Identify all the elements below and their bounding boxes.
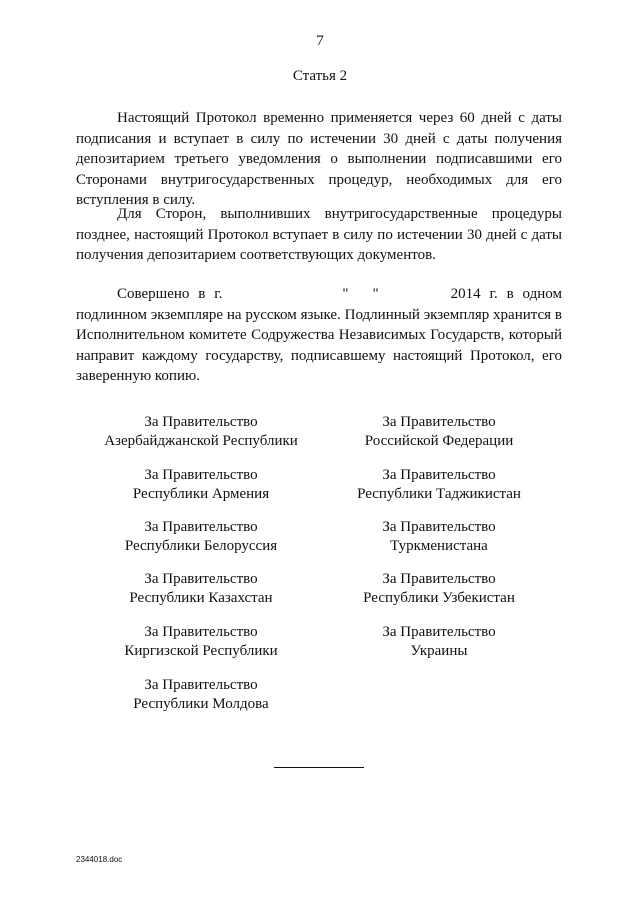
signature-country: Республики Таджикистан: [357, 486, 521, 502]
signature-country: Туркменистана: [390, 538, 488, 554]
closing-rule: [274, 767, 364, 768]
signature-block-ukraine: [319, 623, 559, 661]
footer-filename: 2344018.doc: [76, 855, 123, 864]
signature-prefix: За Правительство: [144, 519, 258, 535]
signature-prefix: За Правительство: [382, 467, 496, 483]
signature-prefix: За Правительство: [144, 414, 258, 430]
signature-country: Республики Узбекистан: [363, 590, 515, 606]
signature-prefix: За Правительство: [144, 624, 258, 640]
signature-block-kazakhstan: [81, 570, 321, 608]
signature-prefix: За Правительство: [382, 571, 496, 587]
paragraph-3-rest: 2014 г. в одном подлинном экземпляре на русском языке. Подлинный экземпляр хранится в Исполнительном комитете Содружества Независимых Государств, который направит каждому государству, подписавшему настоящий Протокол, его заверенную копию.: [76, 286, 562, 384]
signature-country: Киргизской Республики: [124, 643, 278, 659]
signature-block-tajikistan: [319, 466, 559, 504]
signature-block-belarus: [81, 518, 321, 556]
signature-country: Республики Молдова: [133, 696, 269, 712]
signature-country: Украины: [410, 643, 468, 659]
quote-open: ": [342, 286, 349, 302]
signature-block-azerbaijan: [81, 413, 321, 451]
paragraph-3-start: Совершено в г.: [117, 286, 223, 302]
signature-prefix: За Правительство: [144, 467, 258, 483]
signature-prefix: За Правительство: [382, 414, 496, 430]
signature-block-turkmenistan: [319, 518, 559, 556]
signature-country: Республики Казахстан: [129, 590, 273, 606]
page-number: 7: [316, 33, 324, 49]
signature-country: Азербайджанской Республики: [104, 433, 298, 449]
signature-prefix: За Правительство: [144, 677, 258, 693]
signature-block-kyrgyzstan: [81, 623, 321, 661]
article-title: Статья 2: [292, 68, 348, 84]
paragraph-3: [76, 284, 562, 387]
signature-prefix: За Правительство: [144, 571, 258, 587]
signature-country: Республики Армения: [132, 486, 270, 502]
signature-block-uzbekistan: [319, 570, 559, 608]
quote-close: ": [372, 286, 379, 302]
signature-prefix: За Правительство: [382, 624, 496, 640]
signature-block-moldova: [81, 676, 321, 714]
signature-prefix: За Правительство: [382, 519, 496, 535]
signature-country: Российской Федерации: [364, 433, 514, 449]
signature-block-russia: [319, 413, 559, 451]
paragraph-1: Настоящий Протокол временно применяется через 60 дней с даты подписания и вступает в силу по истечении 30 дней с даты получения депозитарием третьего уведомления о выполнении подписавшими его Сторонами внутригосударственных процедур, необходимых для его вступления в силу.: [76, 110, 562, 208]
signature-block-armenia: [81, 466, 321, 504]
signature-country: Республики Белоруссия: [124, 538, 278, 554]
paragraph-2: Для Сторон, выполнивших внутригосударственные процедуры позднее, настоящий Протокол вступает в силу по истечении 30 дней с даты получения депозитарием соответствующих документов.: [76, 206, 562, 263]
